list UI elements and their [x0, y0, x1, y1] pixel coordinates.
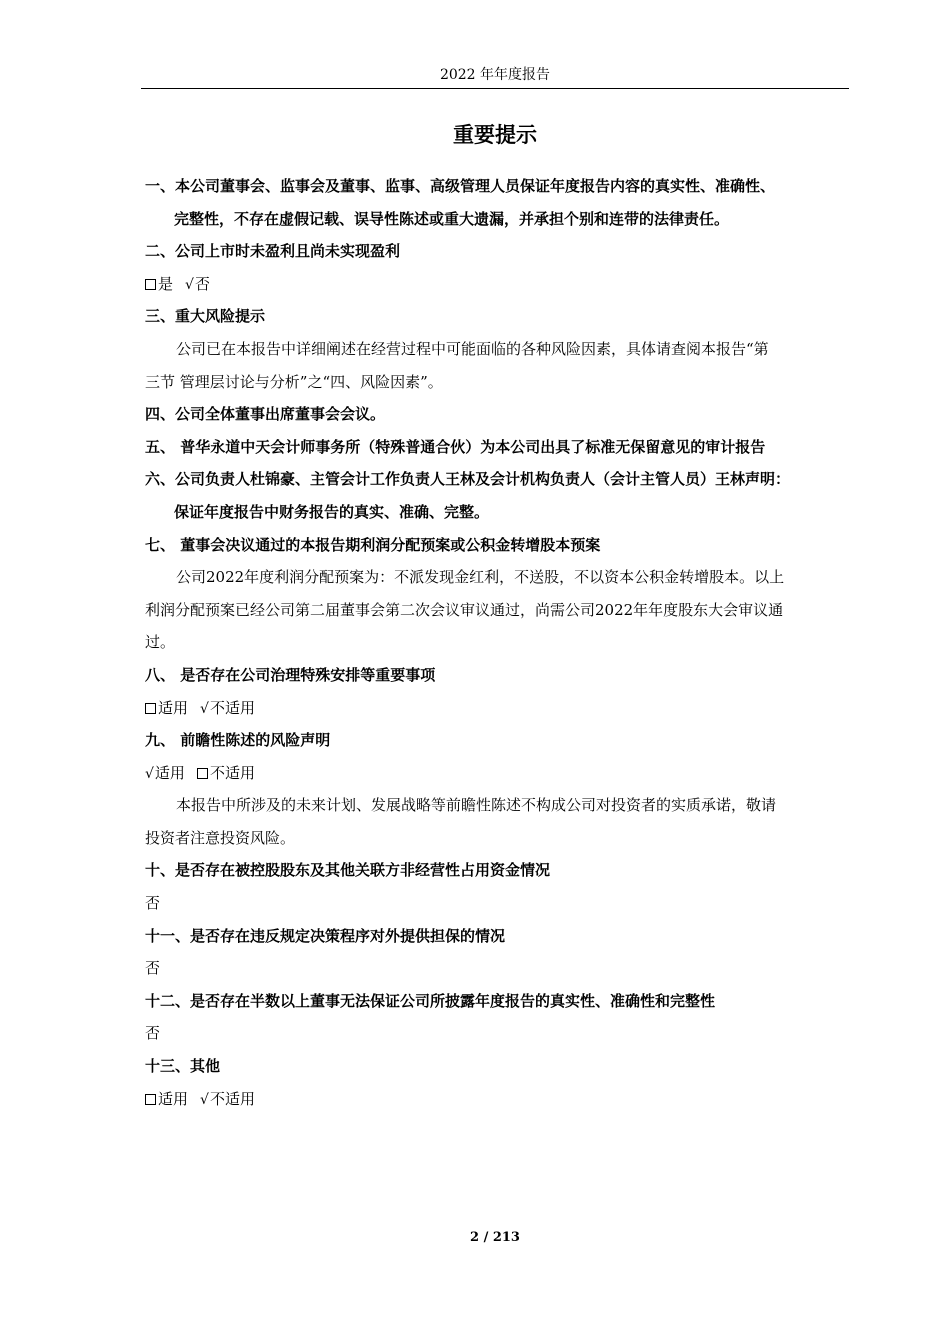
- item-13-options: [145, 1083, 849, 1116]
- header-rule: [141, 88, 849, 89]
- option-applicable-label: 适用: [158, 698, 189, 717]
- item-11-heading: 十一、是否存在违反规定决策程序对外提供担保的情况: [145, 926, 506, 945]
- section-title: 重要提示: [453, 123, 537, 147]
- item-6-heading: 六、公司负责人杜锦豪、主管会计工作负责人王林及会计机构负责人（会计主管人员）王林声明：: [145, 470, 791, 489]
- checkmark-icon: √: [200, 1091, 209, 1108]
- item-9-options: [145, 757, 849, 790]
- item-12-answer: 否: [145, 1024, 161, 1043]
- item-7-paragraph-cont: 利润分配预案已经公司第二届董事会第二次会议审议通过，尚需公司2022年年度股东大会审议通: [145, 600, 784, 619]
- item-2-heading: 二、公司上市时未盈利且尚未实现盈利: [145, 242, 401, 261]
- option-not-applicable-label: 不适用: [209, 1089, 255, 1108]
- unchecked-box-icon: [197, 768, 208, 779]
- option-not-applicable-label: 不适用: [209, 763, 255, 782]
- unchecked-box-icon: [145, 1094, 156, 1105]
- item-8-options: [145, 692, 849, 725]
- item-13-heading: 十三、其他: [145, 1057, 221, 1076]
- item-3-paragraph: 公司已在本报告中详细阐述在经营过程中可能面临的各种风险因素，具体请查阅本报告“第: [176, 339, 769, 358]
- item-5-heading: 五、 普华永道中天会计师事务所（特殊普通合伙）为本公司出具了标准无保留意见的审计报告: [145, 437, 766, 456]
- item-3-heading: 三、重大风险提示: [145, 307, 266, 326]
- item-6-heading-cont: 保证年度报告中财务报告的真实、准确、完整。: [174, 502, 490, 521]
- item-8-heading: 八、 是否存在公司治理特殊安排等重要事项: [145, 665, 436, 684]
- item-1-heading: 一、本公司董事会、监事会及董事、监事、高级管理人员保证年度报告内容的真实性、准确性、: [145, 177, 776, 195]
- item-4-heading: 四、公司全体董事出席董事会会议。: [145, 405, 386, 424]
- item-10-answer: 否: [145, 894, 161, 913]
- notice-body: [145, 170, 849, 1115]
- item-3-paragraph-cont: 三节 管理层讨论与分析”之“四、风险因素”。: [145, 372, 443, 391]
- item-7-paragraph-end: 过。: [145, 633, 176, 652]
- checkmark-icon: √: [200, 700, 209, 717]
- item-9-paragraph-cont: 投资者注意投资风险。: [145, 828, 296, 847]
- item-9-paragraph: 本报告中所涉及的未来计划、发展战略等前瞻性陈述不构成公司对投资者的实质承诺，敬请: [176, 796, 777, 815]
- option-not-applicable-label: 不适用: [209, 698, 255, 717]
- checkmark-icon: √: [185, 276, 194, 293]
- item-1-heading-cont: 完整性，不存在虚假记载、误导性陈述或重大遗漏，并承担个别和连带的法律责任。: [174, 209, 730, 228]
- option-no-label: 否: [194, 274, 210, 293]
- item-10-heading: 十、是否存在被控股股东及其他关联方非经营性占用资金情况: [145, 861, 551, 880]
- option-applicable-label: 适用: [158, 1089, 189, 1108]
- page-number: 2 / 213: [470, 1230, 520, 1245]
- option-yes-label: 是: [158, 274, 174, 293]
- item-7-heading: 七、 董事会决议通过的本报告期利润分配预案或公积金转增股本预案: [145, 535, 601, 554]
- item-2-options: [145, 268, 849, 301]
- unchecked-box-icon: [145, 703, 156, 714]
- option-applicable-label: 适用: [154, 763, 185, 782]
- unchecked-box-icon: [145, 279, 156, 290]
- checkmark-icon: √: [145, 765, 154, 782]
- item-11-answer: 否: [145, 959, 161, 978]
- item-7-paragraph: 公司2022年度利润分配预案为：不派发现金红利，不送股，不以资本公积金转增股本。以上: [176, 568, 785, 587]
- item-12-heading: 十二、是否存在半数以上董事无法保证公司所披露年度报告的真实性、准确性和完整性: [145, 991, 716, 1010]
- item-9-heading: 九、 前瞻性陈述的风险声明: [145, 731, 331, 750]
- running-header: 2022 年年度报告: [439, 67, 551, 83]
